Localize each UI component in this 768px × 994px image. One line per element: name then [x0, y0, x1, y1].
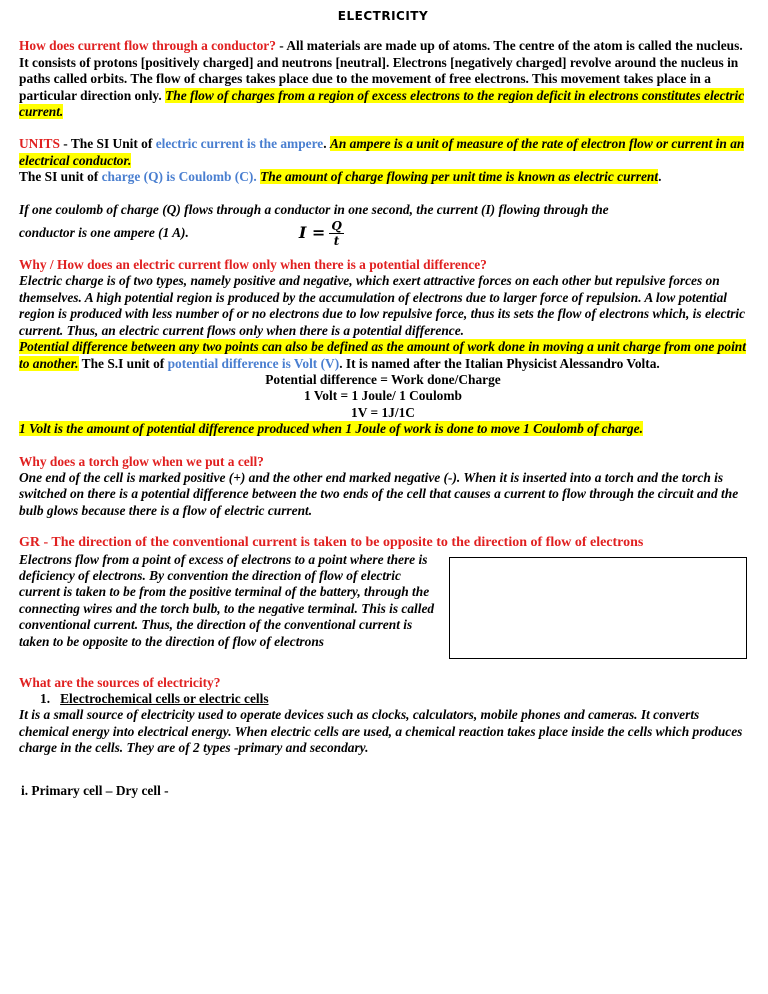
equation-1: Potential difference = Work done/Charge	[265, 371, 501, 387]
units-label: UNITS	[19, 136, 60, 152]
highlight-ampere-definition: An ampere is a unit of measure of the rate of electron flow or current in an electrical conductor.	[19, 136, 745, 168]
paragraph-potential-difference: Electric charge is of two types, namely positive and negative, which exert attractive forces on each other but repulsive forces on themselves. A high potential region is produced by the accumulation of electrons due to larger force of repulsion. A low potential region is produced with less number of or no electrons due to low repulsive force, thus its sets the flow of electrons which, is electric current. Thus, an electric current flows only when there is a potential difference.	[19, 273, 746, 338]
question-current-flow: How does current flow through a conductor?	[19, 38, 276, 54]
question-potential-difference: Why / How does an electric current flow only when there is a potential difference?	[19, 257, 487, 273]
paragraph-units: UNITS - The SI Unit of electric current is the ampere. An ampere is a unit of measure of the rate of electron flow or current in an electrical conductor. The SI unit of charge (Q) is Coulomb (C). The amount of charge flowing per unit time is known as electric current.	[19, 136, 745, 185]
coulomb-line: If one coulomb of charge (Q) flows through a conductor in one second, the current (I) flowing through the	[19, 201, 609, 217]
question-sources: What are the sources of electricity?	[19, 674, 221, 690]
coulomb-formula-row: conductor is one ampere (1 A). I = $\frac{Q}{t}$	[19, 219, 342, 249]
equation-2: 1 Volt = 1 Joule/ 1 Coulomb	[304, 388, 462, 404]
paragraph-conventional-current: Electrons flow from a point of excess of electrons to a point where there is deficiency of electrons. By convention the direction of flow of electric current is taken to be from the positive terminal of the battery, through the connecting wires and the torch bulb, to the negative terminal. This is called conventional current. Thus, the direction of the conventional current is taken to be opposite to the direction of flow of electrons	[19, 551, 435, 649]
highlight-current-definition: The flow of charges from a region of excess electrons to the region deficit in electrons constitutes electric current.	[19, 87, 745, 120]
page-title: ELECTRICITY	[337, 9, 429, 23]
highlight-pd-definition: Potential difference between any two points can also be defined as the amount of work done in moving a unit charge from one point to another.	[19, 339, 746, 371]
current-formula: I = $\frac{Q}{t}$	[298, 219, 342, 249]
document-page	[19, 8, 747, 799]
diagram-placeholder-box	[449, 557, 747, 659]
paragraph-current-flow: How does current flow through a conductor? - All materials are made up of atoms. The centre of the atom is called the nucleus. It consists of protons [positively charged] and neutrons [neutral]. Electrons [negatively charged] revolve around the nucleus in paths called orbits. The flow of charges takes place due to the movement of free electrons. This movement takes place in a particular direction only. The flow of charges from a region of excess electrons to the region deficit in electrons constitutes electric current.	[19, 38, 745, 120]
subheading-primary-cell: i. Primary cell – Dry cell -	[21, 782, 169, 798]
volt-definition: 1 Volt is the amount of potential difference produced when 1 Joule of work is done to move 1 Coulomb of charge.	[19, 421, 643, 437]
list-item-electrochemical-cells: 1. Electrochemical cells or electric cells	[40, 690, 269, 706]
paragraph-pd-definition: Potential difference between any two points can also be defined as the amount of work done in moving a unit charge from one point to another. The S.I unit of potential difference is Volt (V). It is named after the Italian Physicist Alessandro Volta.	[19, 339, 746, 371]
paragraph-torch: One end of the cell is marked positive (+) and the other end marked negative (-). When it is inserted into a torch and the torch is switched on there is a potential difference between the two ends of the cell that causes a current to flow through the circuit and the bulb glows because there is a flow of electric current.	[19, 469, 739, 518]
equation-3: 1V = 1J/1C	[351, 404, 415, 420]
paragraph-electric-cells: It is a small source of electricity used to operate devices such as clocks, calculators, mobile phones and cameras. It converts chemical energy into electrical energy. When electric cells are used, a chemical reaction takes place inside the cells which produces charge in the cells. They are of 2 types -primary and secondary.	[19, 707, 743, 756]
gr-heading: GR - The direction of the conventional current is taken to be opposite to the direction of flow of electrons	[19, 535, 644, 551]
highlight-current-charge-definition: The amount of charge flowing per unit time is known as electric current	[260, 169, 659, 185]
question-torch: Why does a torch glow when we put a cell?	[19, 453, 264, 469]
